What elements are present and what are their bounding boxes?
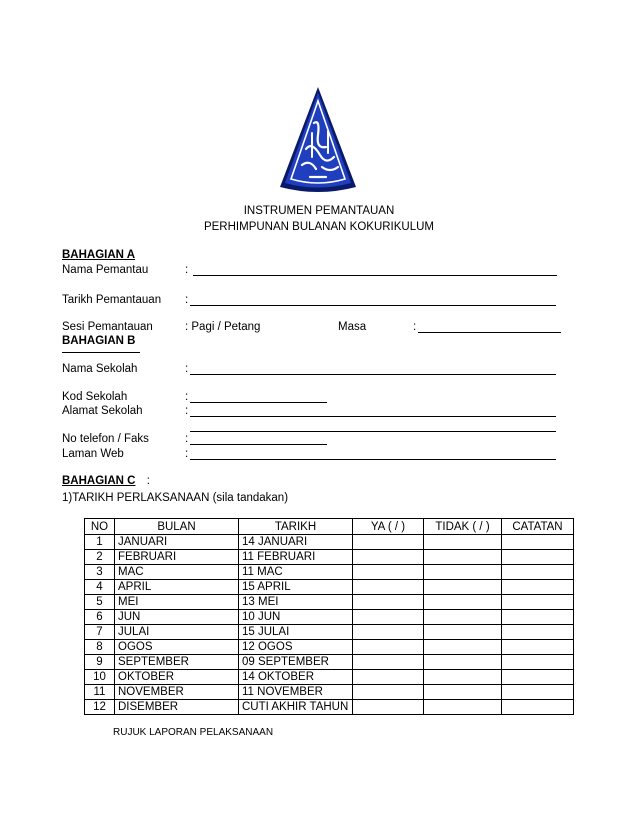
- catatan-cell[interactable]: [502, 640, 574, 655]
- catatan-cell[interactable]: [502, 595, 574, 610]
- alamat-sekolah-colon: :: [185, 405, 189, 417]
- tidak-checkbox-cell[interactable]: [424, 535, 502, 550]
- table-row: [85, 595, 574, 610]
- table-row: [85, 625, 574, 640]
- tidak-checkbox-cell[interactable]: [424, 625, 502, 640]
- ya-checkbox-cell[interactable]: [353, 595, 424, 610]
- laman-web-field[interactable]: [190, 459, 556, 460]
- bulan-cell: OGOS: [115, 640, 239, 655]
- bulan-cell: JULAI: [115, 625, 239, 640]
- ya-checkbox-cell[interactable]: [353, 640, 424, 655]
- ya-checkbox-cell[interactable]: [353, 670, 424, 685]
- catatan-cell[interactable]: [502, 550, 574, 565]
- tidak-checkbox-cell[interactable]: [424, 550, 502, 565]
- tarikh-cell: 11 NOVEMBER: [239, 685, 353, 700]
- telefon-faks-colon: :: [185, 433, 189, 445]
- masa-field[interactable]: [418, 332, 561, 333]
- catatan-cell[interactable]: [502, 580, 574, 595]
- table-row: [85, 640, 574, 655]
- document-title-line2: PERHIMPUNAN BULANAN KOKURIKULUM: [203, 221, 435, 233]
- table-row: [85, 550, 574, 565]
- tarikh-pemantauan-label: Tarikh Pemantauan: [62, 294, 162, 306]
- bulan-cell: OKTOBER: [115, 670, 239, 685]
- tarikh-pemantauan-field[interactable]: [190, 305, 556, 306]
- tarikh-cell: 15 JULAI: [239, 625, 353, 640]
- tidak-checkbox-cell[interactable]: [424, 565, 502, 580]
- nama-sekolah-field[interactable]: [190, 374, 556, 375]
- table-row: [85, 670, 574, 685]
- tidak-checkbox-cell[interactable]: [424, 580, 502, 595]
- tidak-checkbox-cell[interactable]: [424, 640, 502, 655]
- tarikh-cell: 11 FEBRUARI: [239, 550, 353, 565]
- no-cell: 1: [85, 535, 115, 550]
- tidak-checkbox-cell[interactable]: [424, 670, 502, 685]
- tidak-checkbox-cell[interactable]: [424, 700, 502, 715]
- masa-colon: :: [413, 321, 417, 333]
- alamat-sekolah-field-2[interactable]: [190, 431, 556, 432]
- bahagian-c-colon: :: [146, 475, 150, 487]
- tarikh-cell: CUTI AKHIR TAHUN: [239, 700, 353, 715]
- catatan-cell[interactable]: [502, 700, 574, 715]
- tidak-checkbox-cell[interactable]: [424, 655, 502, 670]
- masa-label: Masa: [338, 321, 367, 333]
- tarikh-cell: 15 APRIL: [239, 580, 353, 595]
- ya-checkbox-cell[interactable]: [353, 580, 424, 595]
- bahagian-b-underline: [62, 352, 140, 353]
- catatan-cell[interactable]: [502, 610, 574, 625]
- ya-checkbox-cell[interactable]: [353, 535, 424, 550]
- bulan-cell: DISEMBER: [115, 700, 239, 715]
- table-row: [85, 655, 574, 670]
- sesi-pemantauan-label: Sesi Pemantauan: [62, 321, 153, 333]
- bulan-cell: NOVEMBER: [115, 685, 239, 700]
- bahagian-c-heading-row: [62, 475, 150, 487]
- table-header-row: [85, 519, 574, 535]
- no-cell: 6: [85, 610, 115, 625]
- telefon-faks-field[interactable]: [190, 444, 327, 445]
- bulan-cell: MEI: [115, 595, 239, 610]
- bulan-cell: JANUARI: [115, 535, 239, 550]
- table-row: [85, 685, 574, 700]
- no-cell: 8: [85, 640, 115, 655]
- no-cell: 10: [85, 670, 115, 685]
- laman-web-label: Laman Web: [62, 448, 124, 460]
- ya-checkbox-cell[interactable]: [353, 625, 424, 640]
- no-cell: 2: [85, 550, 115, 565]
- no-cell: 5: [85, 595, 115, 610]
- laman-web-colon: :: [185, 448, 189, 460]
- alamat-sekolah-field-1[interactable]: [190, 416, 556, 417]
- table-row: [85, 700, 574, 715]
- bulan-cell: FEBRUARI: [115, 550, 239, 565]
- ya-checkbox-cell[interactable]: [353, 685, 424, 700]
- ya-checkbox-cell[interactable]: [353, 655, 424, 670]
- table-row: [85, 535, 574, 550]
- bulan-cell: SEPTEMBER: [115, 655, 239, 670]
- nama-pemantau-colon: :: [185, 264, 189, 276]
- nama-pemantau-label: Nama Pemantau: [62, 264, 149, 276]
- table-row: [85, 610, 574, 625]
- col-catatan-header: CATATAN: [502, 519, 574, 535]
- no-cell: 12: [85, 700, 115, 715]
- catatan-cell[interactable]: [502, 655, 574, 670]
- catatan-cell[interactable]: [502, 565, 574, 580]
- table-row: [85, 580, 574, 595]
- nama-pemantau-field[interactable]: [193, 275, 557, 276]
- tarikh-perlaksanaan-subheading: 1)TARIKH PERLAKSANAAN (sila tandakan): [62, 492, 289, 504]
- ya-checkbox-cell[interactable]: [353, 610, 424, 625]
- tidak-checkbox-cell[interactable]: [424, 685, 502, 700]
- col-ya-header: YA ( / ): [353, 519, 424, 535]
- no-cell: 3: [85, 565, 115, 580]
- tarikh-cell: 09 SEPTEMBER: [239, 655, 353, 670]
- sesi-pemantauan-options[interactable]: : Pagi / Petang: [185, 321, 261, 333]
- catatan-cell[interactable]: [502, 670, 574, 685]
- no-cell: 11: [85, 685, 115, 700]
- rujuk-laporan-note: RUJUK LAPORAN PELAKSANAAN: [113, 727, 274, 738]
- table-row: [85, 565, 574, 580]
- catatan-cell[interactable]: [502, 535, 574, 550]
- telefon-faks-label: No telefon / Faks: [62, 433, 149, 445]
- nama-sekolah-label: Nama Sekolah: [62, 363, 138, 375]
- monthly-schedule-table: [84, 518, 574, 715]
- bahagian-b-heading: BAHAGIAN B: [62, 335, 136, 347]
- kod-sekolah-field[interactable]: [190, 402, 327, 403]
- catatan-cell[interactable]: [502, 685, 574, 700]
- tarikh-cell: 14 OKTOBER: [239, 670, 353, 685]
- tarikh-cell: 12 OGOS: [239, 640, 353, 655]
- ya-checkbox-cell[interactable]: [353, 700, 424, 715]
- kod-sekolah-label: Kod Sekolah: [62, 391, 128, 403]
- bulan-cell: MAC: [115, 565, 239, 580]
- alamat-sekolah-label: Alamat Sekolah: [62, 405, 143, 417]
- nama-sekolah-colon: :: [185, 363, 189, 375]
- bahagian-a-heading: BAHAGIAN A: [62, 249, 136, 261]
- col-tarikh-header: TARIKH: [239, 519, 353, 535]
- ya-checkbox-cell[interactable]: [353, 550, 424, 565]
- tarikh-cell: 10 JUN: [239, 610, 353, 625]
- tarikh-cell: 14 JANUARI: [239, 535, 353, 550]
- tarikh-cell: 13 MEI: [239, 595, 353, 610]
- tidak-checkbox-cell[interactable]: [424, 610, 502, 625]
- col-bulan-header: BULAN: [115, 519, 239, 535]
- catatan-cell[interactable]: [502, 625, 574, 640]
- no-cell: 7: [85, 625, 115, 640]
- no-cell: 9: [85, 655, 115, 670]
- tidak-checkbox-cell[interactable]: [424, 595, 502, 610]
- kod-sekolah-colon: :: [185, 391, 189, 403]
- bulan-cell: JUN: [115, 610, 239, 625]
- document-title-line1: INSTRUMEN PEMANTAUAN: [243, 205, 395, 217]
- col-no-header: NO: [85, 519, 115, 535]
- tarikh-pemantauan-colon: :: [185, 294, 189, 306]
- ya-checkbox-cell[interactable]: [353, 565, 424, 580]
- no-cell: 4: [85, 580, 115, 595]
- col-tidak-header: TIDAK ( / ): [424, 519, 502, 535]
- bulan-cell: APRIL: [115, 580, 239, 595]
- jpnj-logo: [276, 83, 360, 195]
- tarikh-cell: 11 MAC: [239, 565, 353, 580]
- bahagian-c-heading: BAHAGIAN C: [62, 475, 136, 487]
